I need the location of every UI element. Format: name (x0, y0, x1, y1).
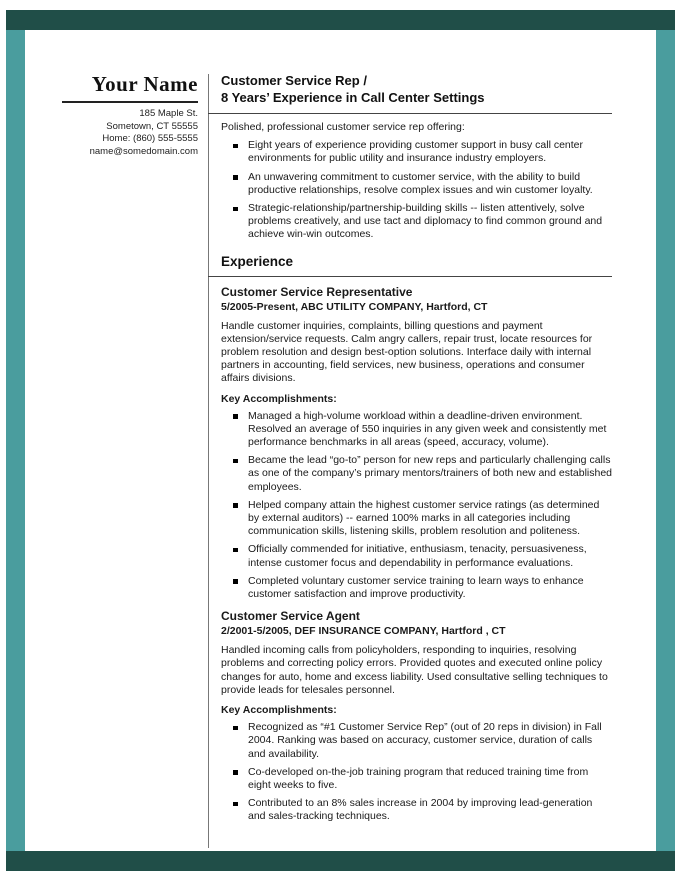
accomplishment-bullet: Completed voluntary customer service training to learn ways to enhance customer satisfaction and improve productivity. (233, 575, 612, 601)
experience-rule (208, 276, 612, 277)
summary-bullet: Eight years of experience providing customer support in busy call center environments for public utility and insurance industry employers. (233, 139, 612, 165)
job-entry-1 (221, 285, 612, 602)
resume-title-line2: 8 Years’ Experience in Call Center Settings (221, 90, 485, 105)
summary-bullet-list (221, 139, 612, 241)
job-title: Customer Service Agent (221, 609, 360, 624)
resume-title-line1: Customer Service Rep / (221, 73, 367, 88)
summary-bullet: Strategic-relationship/partnership-building skills -- listen attentively, solve problems creatively, and use tact and diplomacy to find common ground and achieve win-win outcomes. (233, 202, 612, 242)
accomplishment-list (221, 721, 612, 823)
job-title: Customer Service Representative (221, 284, 413, 299)
key-accomplishments-heading: Key Accomplishments: (221, 704, 337, 717)
accomplishment-bullet: Recognized as “#1 Customer Service Rep” (out of 20 reps in division) in Fall 2004. Ranking was based on accuracy, customer service, duration of calls and availability. (233, 721, 612, 761)
job-description: Handled incoming calls from policyholders, responding to inquiries, resolving problems and correcting policy errors. Provided quotes and executed online policy changes for auto, home and excess liability. Used consultative selling techniques to provide leads for telesales personnel. (221, 644, 608, 696)
top-border-bar (6, 10, 675, 30)
key-accomplishments-heading: Key Accomplishments: (221, 392, 337, 405)
left-border-stripe (6, 30, 25, 851)
title-rule (208, 113, 612, 114)
right-border-stripe (656, 30, 675, 851)
accomplishment-bullet: Managed a high-volume workload within a deadline-driven environment. Resolved an average of 550 inquiries in any given week and consistently met performance benchmarks in all areas (speed, accuracy, volume). (233, 410, 612, 450)
resume-body (221, 72, 612, 829)
job-dates-company: 5/2005-Present, ABC UTILITY COMPANY, Hartford, CT (221, 300, 488, 313)
candidate-name: Your Name (62, 72, 198, 103)
accomplishment-bullet: Contributed to an 8% sales increase in 2004 by improving lead-generation and sales-tracking techniques. (233, 797, 612, 823)
summary-intro: Polished, professional customer service rep offering: (221, 121, 465, 133)
accomplishment-bullet: Helped company attain the highest customer service ratings (as determined by external auditors) -- earned 100% marks in all categories including communication skills, listening skills, problem resolution and politeness. (233, 499, 612, 539)
address-city: Sometown, CT 55555 (106, 120, 198, 132)
accomplishment-bullet: Officially commended for initiative, enthusiasm, tenacity, persuasiveness, intense customer focus and dependability in performance evaluations. (233, 543, 612, 569)
summary-bullet: An unwavering commitment to customer service, with the ability to build productive relationships, resolve complex issues and win customer loyalty. (233, 171, 612, 197)
bottom-border-bar (6, 851, 675, 871)
job-description: Handle customer inquiries, complaints, billing questions and payment extension/service requests. Calm angry callers, repair trust, locate resources for problem resolution and design best-option solutions. Interface daily with internal partners in accounting, field services, new business, operations and consumer affairs divisions. (221, 319, 593, 385)
accomplishment-bullet: Co-developed on-the-job training program that reduced training time from eight weeks to five. (233, 766, 612, 792)
job-entry-2 (221, 609, 612, 823)
accomplishment-list (221, 410, 612, 602)
phone-number: Home: (860) 555-5555 (102, 133, 198, 144)
accomplishment-bullet: Became the lead “go-to” person for new reps and particularly challenging calls as one of the company’s primary mentors/trainers of both new and established employees. (233, 454, 612, 494)
email-address: name@somedomain.com (89, 145, 198, 157)
vertical-divider (208, 74, 209, 848)
address-street: 185 Maple St. (139, 108, 198, 119)
experience-heading: Experience (221, 253, 294, 269)
job-dates-company: 2/2001-5/2005, DEF INSURANCE COMPANY, Hartford , CT (221, 625, 506, 638)
contact-block (62, 72, 198, 158)
